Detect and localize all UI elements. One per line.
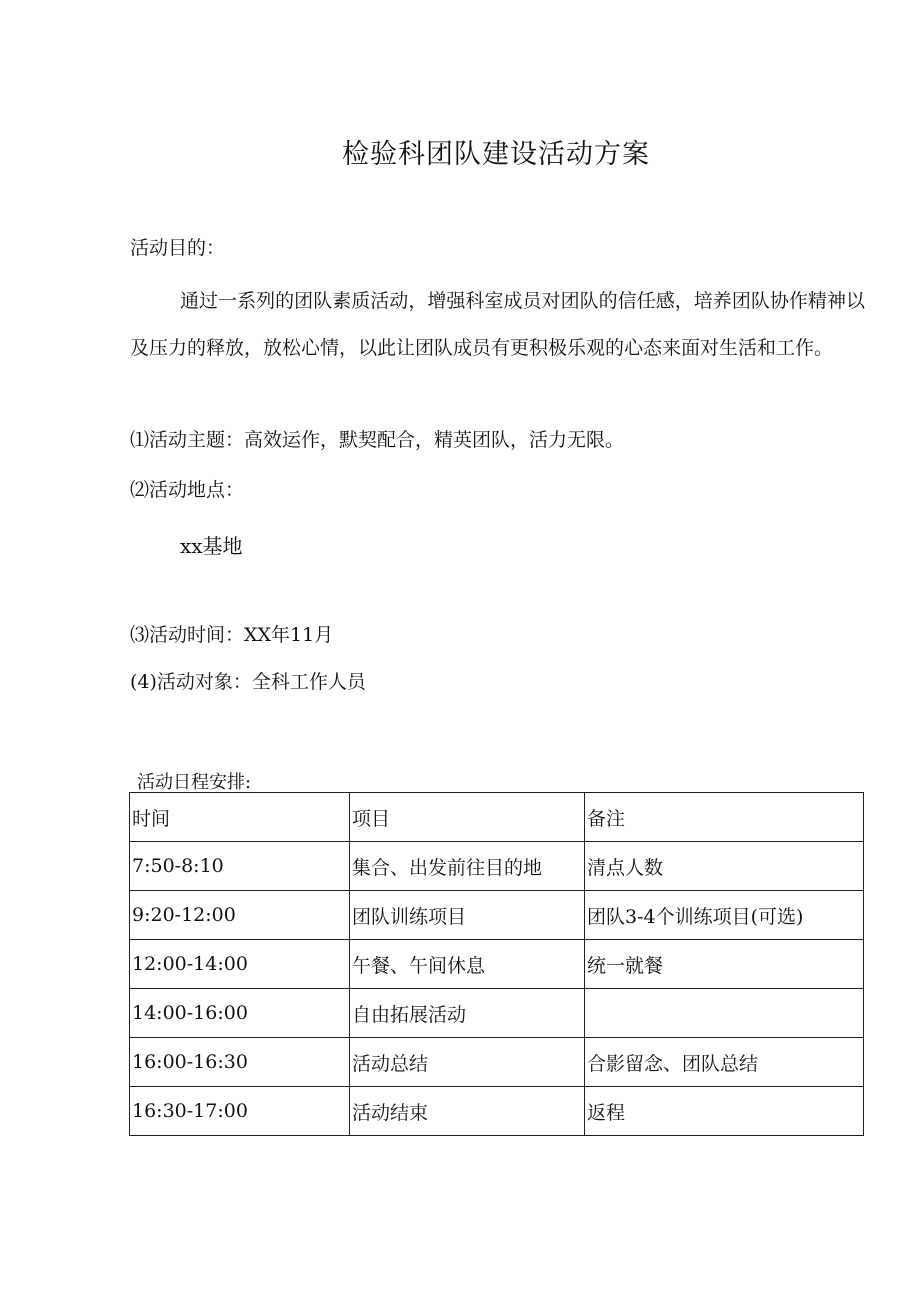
activity-theme: ⑴活动主题：高效运作，默契配合，精英团队，活力无限。 bbox=[130, 429, 625, 451]
cell-note: 团队3-4个训练项目(可选) bbox=[585, 891, 864, 940]
table-header-row bbox=[130, 793, 864, 842]
activity-target: (4)活动对象：全科工作人员 bbox=[130, 671, 366, 693]
cell-time: 9:20-12:00 bbox=[130, 891, 350, 940]
purpose-paragraph: 通过一系列的团队素质活动，增强科室成员对团队的信任感，培养团队协作精神以及压力的释放，放松心情，以此让团队成员有更积极乐观的心态来面对生活和工作。 bbox=[130, 290, 865, 359]
schedule-label: 活动日程安排: bbox=[137, 772, 252, 793]
table-row bbox=[130, 1087, 864, 1136]
cell-time: 16:00-16:30 bbox=[130, 1038, 350, 1087]
activity-place-value: xx基地 bbox=[180, 534, 243, 558]
cell-note bbox=[585, 989, 864, 1038]
table-row bbox=[130, 891, 864, 940]
table-row bbox=[130, 989, 864, 1038]
cell-note: 返程 bbox=[585, 1087, 864, 1136]
cell-note: 合影留念、团队总结 bbox=[585, 1038, 864, 1087]
activity-place-label: ⑵活动地点： bbox=[130, 479, 245, 501]
document-title: 检验科团队建设活动方案 bbox=[342, 139, 650, 170]
cell-time: 14:00-16:00 bbox=[130, 989, 350, 1038]
purpose-label: 活动目的： bbox=[130, 237, 226, 259]
activity-time: ⑶活动时间：XX年11月 bbox=[130, 624, 334, 646]
cell-item: 团队训练项目 bbox=[350, 891, 585, 940]
table-row bbox=[130, 842, 864, 891]
cell-item: 集合、出发前往目的地 bbox=[350, 842, 585, 891]
header-cell-item: 项目 bbox=[350, 793, 585, 842]
table-row bbox=[130, 1038, 864, 1087]
table-row bbox=[130, 940, 864, 989]
cell-item: 活动总结 bbox=[350, 1038, 585, 1087]
cell-note: 统一就餐 bbox=[585, 940, 864, 989]
cell-time: 16:30-17:00 bbox=[130, 1087, 350, 1136]
header-cell-time: 时间 bbox=[130, 793, 350, 842]
cell-item: 午餐、午间休息 bbox=[350, 940, 585, 989]
cell-time: 12:00-14:00 bbox=[130, 940, 350, 989]
cell-note: 清点人数 bbox=[585, 842, 864, 891]
cell-item: 活动结束 bbox=[350, 1087, 585, 1136]
header-cell-note: 备注 bbox=[585, 793, 864, 842]
cell-item: 自由拓展活动 bbox=[350, 989, 585, 1038]
cell-time: 7:50-8:10 bbox=[130, 842, 350, 891]
schedule-table bbox=[129, 792, 864, 1136]
